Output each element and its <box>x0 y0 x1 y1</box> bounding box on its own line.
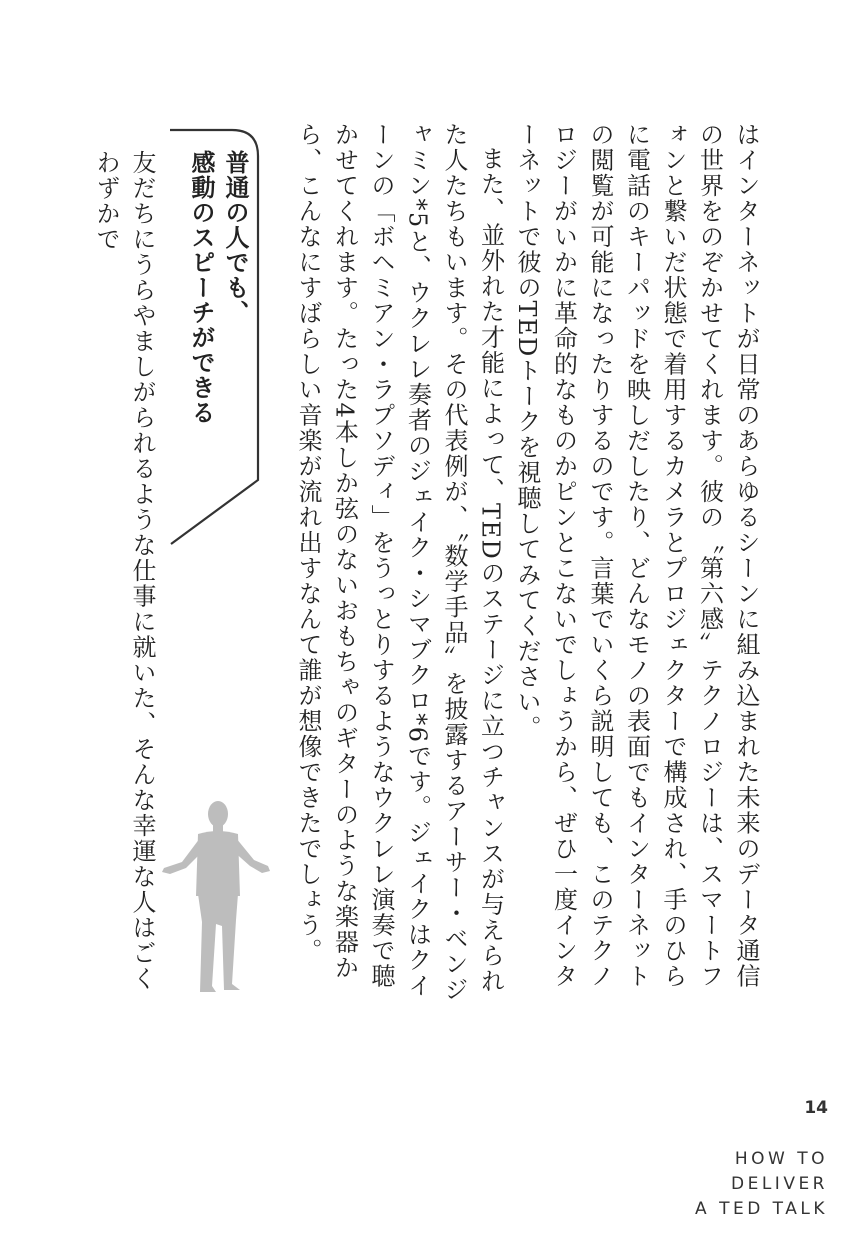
book-title-line-2: DELIVER <box>731 1174 828 1194</box>
book-title <box>695 1147 828 1222</box>
section-heading <box>170 128 262 546</box>
body-text <box>294 122 764 1012</box>
book-title-line-1: HOW TO <box>734 1149 828 1169</box>
heading-text <box>170 150 252 550</box>
section-text: 友だちにうらやましがられるような仕事に就いた、そんな幸運な人はごくわずかで <box>92 150 156 992</box>
page-number: 14 <box>804 1098 828 1118</box>
paragraph-1: はインターネットが日常のあらゆるシーンに組み込まれた未来のデータ通信の世界をのぞかせてくれます。彼の〝第六感〟テクノロジーは、スマートフォンと繋いだ状態で着用するカメラとプロジェクターで構成され、手のひらに電話のキーパッドを映しだしたり、どんなモノの表面でもインターネットの閲覧が可能になったりするのです。言葉でいくら説明しても、このテクノロジーがいかに革命的なものかピンとこないでしょうから、ぜひ一度インターネットで彼のTEDトークを視聴してみてください。 <box>513 122 760 989</box>
presenter-silhouette-icon <box>160 796 272 992</box>
book-title-line-3: A TED TALK <box>695 1199 828 1219</box>
paragraph-2: また、並外れた才能によって、TEDのステージに立つチャンスが与えられた人たちもいます。その代表例が、〝数学手品〟を披露するアーサー・ベンジャミン*5と、ウクレレ奏者のジェイク・シマブクロ*6です。ジェイクはクイーンの「ボヘミアン・ラプソディ」をうっとりするようなウクレレ演奏で聴かせてくれます。たった4本しか弦のないおもちゃのギターのような楽器から、こんなにすばらしい音楽が流れ出すなんて誰が想像できたでしょう。 <box>294 122 505 1003</box>
heading-line-1: 普通の人でも、 <box>221 150 249 325</box>
heading-line-2: 感動のスピーチができる <box>187 150 215 425</box>
